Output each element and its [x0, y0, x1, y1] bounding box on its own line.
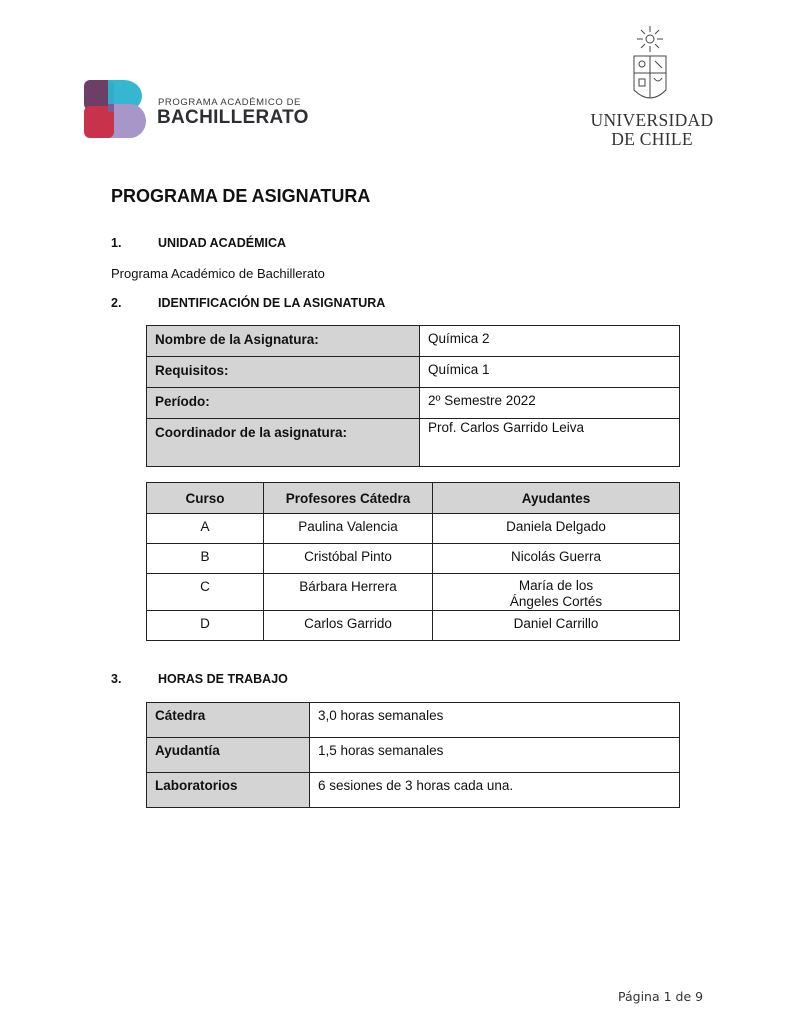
hours-value: 1,5 horas semanales [310, 738, 680, 773]
profesor-cell: Cristóbal Pinto [264, 544, 433, 574]
program-logo-line2: BACHILLERATO [157, 107, 309, 128]
hours-label: Cátedra [147, 703, 310, 738]
section-1-number: 1. [111, 236, 122, 250]
id-label: Nombre de la Asignatura: [147, 326, 420, 357]
table-row [147, 738, 680, 773]
id-value: Química 2 [420, 326, 680, 357]
ayudante-cell: Daniel Carrillo [433, 611, 680, 641]
ayudante-cell: Nicolás Guerra [433, 544, 680, 574]
section-1-text: Programa Académico de Bachillerato [111, 266, 325, 281]
table-header-row [147, 483, 680, 514]
curso-cell: C [147, 574, 264, 611]
table-row [147, 773, 680, 808]
curso-cell: B [147, 544, 264, 574]
table-row [147, 388, 680, 419]
section-2-title: IDENTIFICACIÓN DE LA ASIGNATURA [158, 296, 386, 310]
id-label: Requisitos: [147, 357, 420, 388]
staff-table [146, 482, 680, 641]
section-3-title: HORAS DE TRABAJO [158, 672, 288, 686]
id-label: Coordinador de la asignatura: [147, 419, 420, 467]
section-2-number: 2. [111, 296, 122, 310]
id-value: 2º Semestre 2022 [420, 388, 680, 419]
section-3-number: 3. [111, 672, 122, 686]
ayudante-cell: María de los Ángeles Cortés [433, 574, 680, 611]
hours-value: 3,0 horas semanales [310, 703, 680, 738]
table-row [147, 514, 680, 544]
column-header-curso: Curso [147, 483, 264, 514]
table-row [147, 544, 680, 574]
section-1-title: UNIDAD ACADÉMICA [158, 236, 287, 250]
university-logo-line1: UNIVERSIDAD [590, 110, 714, 130]
table-row [147, 574, 680, 611]
table-row [147, 611, 680, 641]
table-row [147, 703, 680, 738]
table-row [147, 357, 680, 388]
column-header-profesores: Profesores Cátedra [264, 483, 433, 514]
id-label: Período: [147, 388, 420, 419]
column-header-ayudantes: Ayudantes [433, 483, 680, 514]
program-logo [84, 80, 334, 140]
document-title: PROGRAMA DE ASIGNATURA [111, 186, 371, 206]
table-row [147, 419, 680, 467]
program-logo-line1: PROGRAMA ACADÉMICO DE [158, 97, 301, 108]
hours-label: Laboratorios [147, 773, 310, 808]
profesor-cell: Carlos Garrido [264, 611, 433, 641]
profesor-cell: Bárbara Herrera [264, 574, 433, 611]
university-crest-icon [630, 26, 670, 110]
hours-label: Ayudantía [147, 738, 310, 773]
id-value: Prof. Carlos Garrido Leiva [420, 419, 680, 467]
id-value: Química 1 [420, 357, 680, 388]
table-row [147, 326, 680, 357]
profesor-cell: Paulina Valencia [264, 514, 433, 544]
university-logo [588, 26, 716, 150]
university-logo-line2: DE CHILE [611, 129, 693, 149]
hours-value: 6 sesiones de 3 horas cada una. [310, 773, 680, 808]
bachillerato-b-mark-icon [84, 80, 146, 138]
hours-table [146, 702, 680, 808]
identification-table [146, 325, 680, 467]
curso-cell: A [147, 514, 264, 544]
curso-cell: D [147, 611, 264, 641]
ayudante-cell: Daniela Delgado [433, 514, 680, 544]
page-number: Página 1 de 9 [618, 989, 704, 1004]
